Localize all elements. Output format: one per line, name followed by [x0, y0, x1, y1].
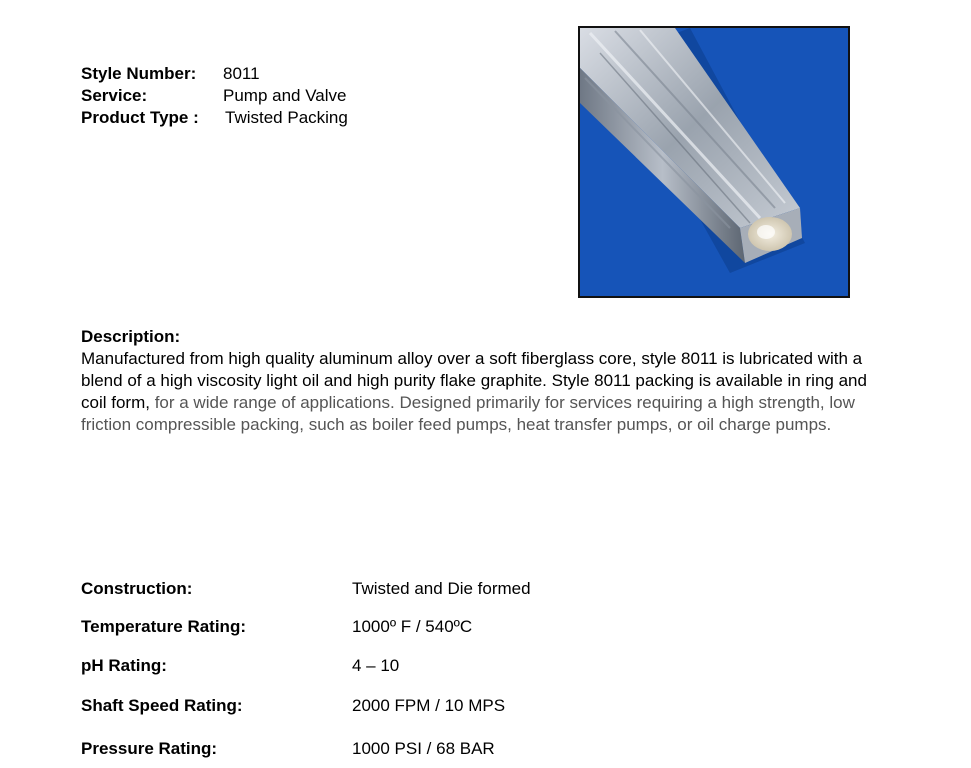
spec-row-construction [81, 578, 531, 600]
spec-value: 4 – 10 [352, 656, 400, 675]
service-value: Pump and Valve [223, 86, 347, 105]
spec-label: pH Rating: [81, 656, 167, 675]
spec-value: 1000º F / 540ºC [352, 617, 473, 636]
spec-label: Construction: [81, 579, 193, 598]
spec-value: 1000 PSI / 68 BAR [352, 739, 495, 758]
description-title: Description: [81, 327, 181, 346]
style-number-label: Style Number: [81, 64, 197, 83]
service-row [81, 85, 348, 107]
description-text-secondary: for a wide range of applications. Designed primarily for services requiring a high strength, low friction compressible packing, such as boiler feed pumps, heat transfer pumps, or oil charge pumps. [81, 393, 855, 434]
spec-row-ph [81, 655, 531, 677]
spec-row-temperature [81, 616, 531, 638]
spec-value: Twisted and Die formed [352, 579, 531, 598]
product-photo [578, 26, 850, 298]
description-text-primary: Manufactured from high quality aluminum alloy over a soft fiberglass core, style 8011 is lubricated with a blend of a high viscosity light oil and high purity flake graphite. Style 8011 packing is available in ring and coil form, [81, 349, 867, 412]
packing-rope-illustration [580, 28, 848, 296]
product-type-label: Product Type : [81, 108, 199, 127]
spec-table [81, 578, 531, 760]
product-header [81, 63, 348, 129]
spec-label: Shaft Speed Rating: [81, 696, 243, 715]
description-body [81, 348, 881, 436]
product-type-row [81, 107, 348, 129]
spec-row-pressure [81, 738, 531, 760]
style-number-value: 8011 [223, 64, 260, 83]
style-number-row [81, 63, 348, 85]
product-type-value: Twisted Packing [225, 108, 348, 127]
spec-value: 2000 FPM / 10 MPS [352, 696, 506, 715]
spec-label: Temperature Rating: [81, 617, 246, 636]
service-label: Service: [81, 86, 148, 105]
spec-label: Pressure Rating: [81, 739, 218, 758]
spec-row-shaft-speed [81, 695, 531, 717]
